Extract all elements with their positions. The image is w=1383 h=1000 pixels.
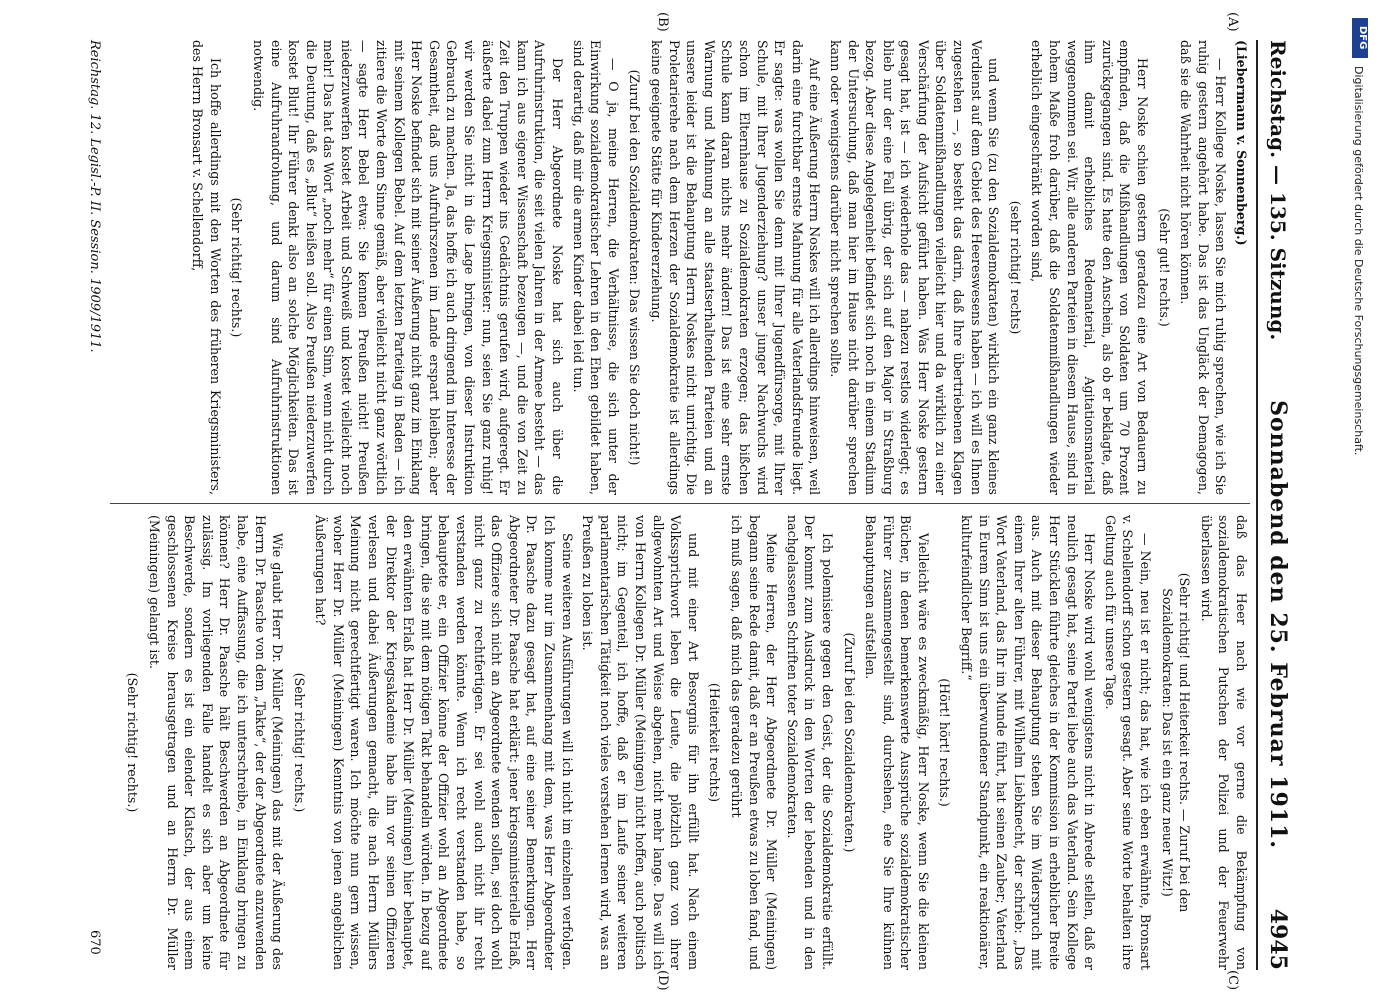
paragraph: Vielleicht wäre es zweckmäßig, Herr Noske, wenn Sie die kleinen Bücher, in denen bemerkenswerte Aussprüche sozialdemokratischer Führer zusammengestellt sind, durchsehen, ehe Sie Ihre kühnen Behauptungen aufstellen. [863, 515, 931, 970]
page-header [1256, 40, 1298, 970]
header-session: Reichstag. — 135. Sitzung. [1266, 40, 1290, 341]
interjection: (Sehr richtig! rechts.) [291, 672, 307, 813]
interjection: (Heiterkeit rechts) [707, 682, 723, 803]
digitization-note [1340, 10, 1380, 990]
footer-page-number: 670 [87, 930, 102, 955]
header-date: Sonnabend den 25. Februar 1911. [1265, 400, 1291, 850]
paragraph: daß das Heer nach wie vor gerne die Bekämpfung von sozialdemokratischen Putschen der Polizei und der Feuerwehr überlassen wird. [1198, 515, 1249, 970]
right-column [110, 515, 1250, 970]
paragraph: Seine weiteren Ausführungen will ich nicht im einzelnen verfolgen. Ich komme nur im Zusammenhang mit dem, was Herr Abgeordneter Dr. Paasche dazu gesagt hat, auf eine seiner Bemerkungen. Herr Abgeordneter Dr. Paasche hat erklärt: jener kriegsministerielle Erlaß, das Offiziere sich nicht an Abgeordnete wenden sollen, sei doch wohl nicht ganz zu rechtfertigen. Er sei wohl auch nicht ihr recht verstanden werden könnte. Wenn ich recht verstanden habe, so behauptete er, ein Offizier könne der Offizier wohl an Abgeordnete bringen, die sie mit dem nötigen Takt behandeln würden. In bezug auf den erwähnten Erlaß hat Herr Dr. Müller (Meiningen) hier behauptet, der Direktor der Kriegsakademie habe ihn vor seinen Offizieren verlesen und dabei Äußerungen gemacht, die nach Herrn Müllers Meinung nicht gerechtfertigt waren. Ich möchte nun gern wissen, woher Herr Dr. Müller (Meiningen) Kenntnis von jenen angeblichen Äußerungen hat? [313, 515, 575, 970]
margin-marker-d: (D) [655, 970, 670, 991]
paragraph: Wie glaubt Herr Dr. Müller (Meiningen) das mit der Äußerung des Herrn Dr. Paasche von dem „Takte“, der der Abgeordnete anzuwenden habe, eine Auffassung, die ich unterschreibe, in Einklang bringen zu können? Herr Dr. Paasche hält Beschwerden an Abgeordnete für zulässig. Im vorliegenden Falle handelt es sich aber um keine Beschwerde, sondern es ist ein elender Klatsch, der aus einem geschlossenen Kreise herausgetragen und an Herrn Dr. Müller (Meiningen) gelangt ist. [146, 515, 286, 970]
interjection: (Zuruf bei den Sozialdemokraten.) [841, 632, 857, 853]
paragraph: und mit einer Art Besorgnis für ihn erfüllt hat. Nach einem Volkssprichwort leben die Leute, die plötzlich ganz von ihrer allgewohnten Art und Weise abgehen, nicht mehr lange. Das will ich von Herrn Kollegen Dr. Müller (Meiningen) nicht hoffen, auch politisch nicht; im Gegenteil, ich hoffe, daß er im Laufe seiner weiteren parlamentarischen Tätigkeit noch vieles verstehen lernen wird, was an Preußen zu loben ist. [580, 515, 701, 970]
interjection: (Sehr richtig! rechts.) [229, 197, 245, 338]
paragraph: — Nein, neu ist er nicht; das hat, wie ich eben erwähnte, Bronsart v. Schellendorff schon gestern gesagt. Aber seine Worte behalten ihre Geltung auch für unsere Tage. [1102, 515, 1154, 970]
margin-marker-c: (C) [1225, 970, 1240, 991]
interjection: (Zuruf bei den Sozialdemokraten: Das wissen Sie doch nicht!) [627, 69, 643, 466]
left-column [110, 40, 1250, 495]
page-number: 4945 [1265, 908, 1291, 970]
paragraph: Der Herr Abgeordnete Noske hat sich auch über die Aufruhrinstruktion, die seit vielen Jahren in der Armee besteht — das kann ich aus eigener Wissenschaft bezeugen —, und die von Zeit zu Zeit den Truppen wieder ins Gedächtnis gerufen wird, aufgeregt. Er äußerte dabei zum Herrn Kriegsminister: nun, seien Sie ganz ruhig! wir werden Sie nicht in die Lage bringen, von dieser Instruktion Gebrauch zu machen. Ja, das hoffe ich auch dringend im Interesse der Gesamtheit, daß uns Aufruhrszenen im Lande erspart bleiben; aber Herr Noske befindet sich mit seiner Äußerung nicht ganz im Einklang mit seinem Kollegen Bebel. Auf dem letzten Parteitag in Baden — ich zitiere die Worte dem Sinne gemäß, aber vielleicht nicht ganz wörtlich — sagte Herr Bebel etwa: Sie kennen Preußen nicht! Preußen niederzuwerfen kostet Arbeit und Schweiß und kostet vielleicht noch mehr! Das hat das Wort „noch mehr“ für einen Sinn, wenn nicht durch die Deutung, daß es „Blut“ heißen soll. Also Preußen niederzuwerfen kostet Blut! Ihr Führer denkt also an solche Möglichkeiten. Das ist eine Aufruhrandrohung, und darum sind Aufruhrinstruktionen notwendig. [250, 40, 566, 495]
digitization-credit: Digitalisierung gefördert durch die Deutsche Forschungsgemeinschaft. [1352, 66, 1365, 456]
interjection: (Hört! hört! rechts.) [937, 678, 953, 807]
paragraph: Herr Noske wird wohl wenigstens nicht in Abrede stellen, daß er neulich gesagt hat, seine Partei liebe auch das Vaterland. Sein Kollege Herr Stücklen führte gleiches in der Kommission in erheblicher Breite aus. Auch mit dieser Behauptung stehen Sie im Widerspruch mit einem Ihrer alten Führer, mit Wilhelm Liebknecht, der schrieb: „Das Wort Vaterland, das Ihr im Munde führt, hat seinen Zauber; Vaterland in Eurem Sinn ist uns ein überwundener Standpunkt, ein reaktionärer, kulturfeindlicher Begriff.“ [959, 515, 1098, 970]
dfg-logo: DFG [1352, 18, 1368, 58]
interjection: (sehr richtig! rechts) [1007, 200, 1023, 335]
margin-marker-a: (A) [1225, 12, 1240, 32]
paragraph: Auf eine Äußerung Herrn Noskes will ich allerdings hinweisen, weil darin eine furchtbar ernste Mahnung für alle Vaterlandsfreunde liegt. Er sagte: was wollen Sie denn mit Ihrer Jugendfürsorge, mit Ihrer Schule, mit Ihrer Jugenderziehung? unser junger Nachwuchs wird schon im Elternhause zu Sozialdemokraten erzogen; das bißchen Schule kann daran nichts mehr ändern! Das ist eine sehr ernste Warnung und Mahnung an alle staatserhaltenden Parteien und an unsere leider ist die Behauptung Herrn Noskes nicht unrichtig. Die Proletarierehe nach dem Herzen der Sozialdemokratie ist allerdings keine geeignete Stätte für Kindererziehung. [649, 40, 823, 495]
interjection: (Sehr richtig! und Heiterkeit rechts. — Zuruf bei den Sozialdemokraten: Das ist ein ganz neuer Witz!) [1159, 572, 1193, 913]
column-divider [110, 503, 1250, 504]
document-page [20, 0, 1320, 1000]
interjection: (Sehr gut! rechts.) [1156, 208, 1172, 327]
paragraph: — O ja, meine Herren, die Verhältnisse, die sich unter der Einwirkung sozialdemokratischer Lehren in den Ehen gebildet haben, sind derartig, daß mir die armen Kinder dabei leid tun. [570, 40, 621, 495]
interjection: (Sehr richtig! rechts.) [125, 672, 141, 813]
footer-legislature: Reichstag. 12. Legisl.-P. II. Session. 1909/1911. [87, 40, 102, 353]
paragraph: — Herr Kollege Noske, lassen Sie mich ruhig sprechen, wie ich Sie ruhig gestern angehört habe. Das ist das Ungläck der Demagogen, daß sie die Wahrheit nicht hören können. [1178, 40, 1229, 495]
paragraph: Herr Noske schien gestern geradezu eine Art von Bedauern zu empfinden, daß die Mißhandlungen von Soldaten um 70 Prozent zurückgegangen sind. Es hatte den Anschein, als ob er beklagte, daß ihm damit erhebliches Redematerial, Agitationsmaterial weggenommen sei. Wir, alle anderen Parteien in diesem Hause, sind in hohem Maße froh darüber, daß die Soldatenmißhandlungen wieder erheblich eingeschränkt worden sind, [1029, 40, 1151, 495]
paragraph: Ich hoffe allerdings mit den Worten des früheren Kriegsministers, des Herrn Bronsart v. Schellendorff, [190, 40, 223, 495]
speaker-name: (Liebermann v. Sonnenberg.) [1234, 40, 1249, 246]
paragraph: und wenn Sie (zu den Sozialdemokraten) wirklich ein ganz kleines Verdienst auf dem Gebiet des Heereswesens haben — ich will es Ihnen zugestehen —, so besteht das darin, daß Ihre übertriebenen Klagen über Soldatenmißhandlungen vielleicht hier und da wirklich zu einer Verschärfung der Aufsicht geführt haben. Was Herr Noske gestern gesagt hat, ist — ich wiederhole das — nahezu restlos widerlegt; es blieb nur der eine Fall übrig, der sich auf den Major in Straßburg bezog. Aber diese Angelegenheit befindet sich noch in einem Stadium der Untersuchung, daß man hier im Hause nicht darüber sprechen kann oder wenigstens darüber nicht sprechen sollte. [827, 40, 1002, 495]
paragraph: Meine Herren, der Herr Abgeordnete Dr. Müller (Meiningen) begann seine Rede damit, daß er an Preußen etwas zu loben fand, und ich muß sagen, daß mich das geradezu gerührt [728, 515, 780, 970]
margin-marker-b: (B) [655, 12, 670, 32]
paragraph: Ich polemisiere gegen den Geist, der die Sozialdemokratie erfüllt. Der kommt zum Ausdruck in den Worten der lebenden und in den nachgelassenen Schriften toter Sozialdemokraten. [784, 515, 835, 970]
